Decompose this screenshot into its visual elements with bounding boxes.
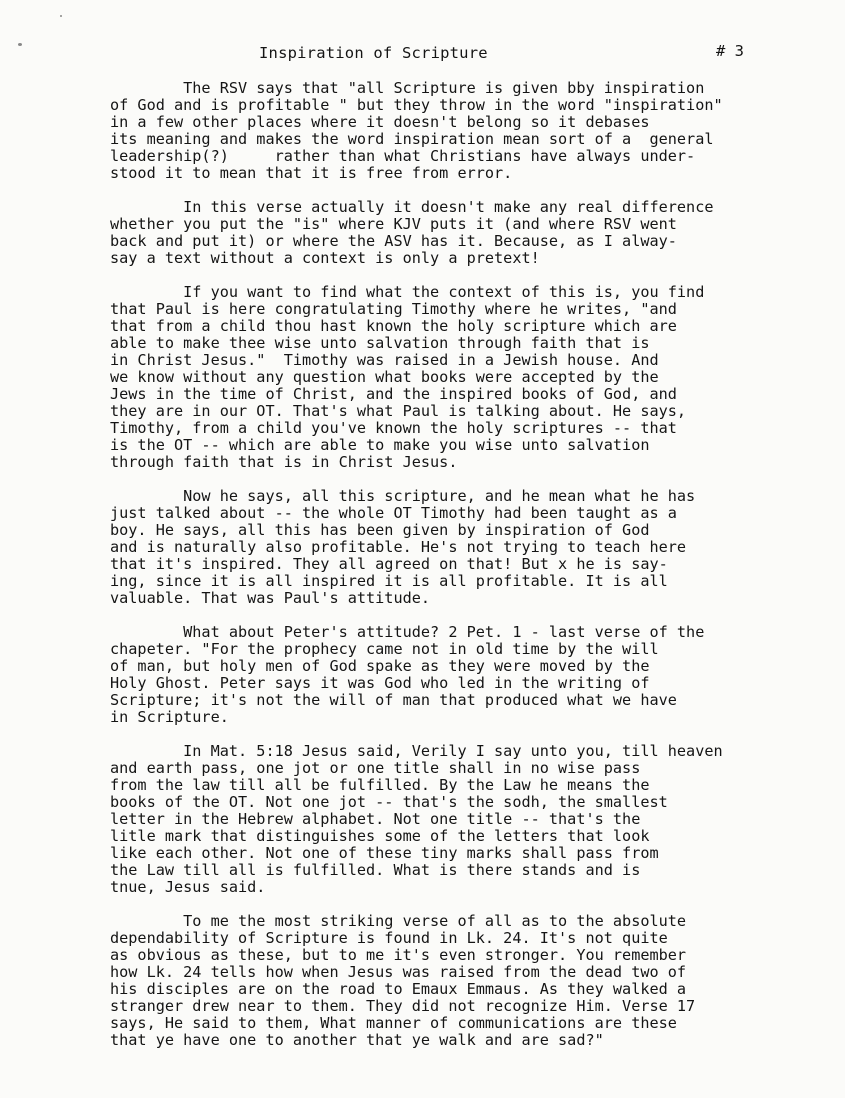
- page-title: Inspiration of Scripture: [259, 44, 488, 62]
- text-line: boy. He says, all this has been given by inspiration of God: [110, 521, 650, 539]
- text-line: as obvious as these, but to me it's even stronger. You remember: [110, 946, 687, 964]
- paragraph: [110, 284, 800, 471]
- text-line: his disciples are on the road to Emaux Emmaus. As they walked a: [110, 980, 687, 998]
- text-line: back and put it) or where the ASV has it. Because, as I alway-: [110, 232, 677, 250]
- text-line: letter in the Hebrew alphabet. Not one title -- that's the: [110, 810, 641, 828]
- text-line: and earth pass, one jot or one title shall in no wise pass: [110, 759, 641, 777]
- page-speck: [18, 43, 22, 46]
- text-line: valuable. That was Paul's attitude.: [110, 589, 431, 607]
- paragraph: [110, 913, 800, 1049]
- text-line: the Law till all is fulfilled. What is there stands and is: [110, 861, 641, 879]
- text-line: books of the OT. Not one jot -- that's the sodh, the smallest: [110, 793, 668, 811]
- page-speck: [60, 15, 62, 17]
- text-line: we know without any question what books were accepted by the: [110, 368, 659, 386]
- text-line: litle mark that distinguishes some of the letters that look: [110, 827, 650, 845]
- text-line: tnue, Jesus said.: [110, 878, 266, 896]
- text-line: The RSV says that "all Scripture is given bby inspiration: [110, 79, 705, 97]
- text-line: that from a child thou hast known the holy scripture which are: [110, 317, 677, 335]
- paragraph: [110, 199, 800, 267]
- text-line: stood it to mean that it is free from error.: [110, 164, 513, 182]
- text-line: dependability of Scripture is found in Lk. 24. It's not quite: [110, 929, 668, 947]
- text-line: If you want to find what the context of this is, you find: [110, 283, 705, 301]
- page-number: # 3: [716, 42, 744, 60]
- text-line: Scripture; it's not the will of man that produced what we have: [110, 691, 677, 709]
- paragraph: [110, 624, 800, 726]
- text-line: that it's inspired. They all agreed on that! But x he is say-: [110, 555, 668, 573]
- text-line: Jews in the time of Christ, and the inspired books of God, and: [110, 385, 677, 403]
- text-line: from the law till all be fulfilled. By the Law he means the: [110, 776, 650, 794]
- text-line: of God and is profitable " but they throw in the word "inspiration": [110, 96, 723, 114]
- text-line: that ye have one to another that ye walk and are sad?": [110, 1031, 604, 1049]
- text-line: through faith that is in Christ Jesus.: [110, 453, 458, 471]
- text-line: able to make thee wise unto salvation through faith that is: [110, 334, 650, 352]
- text-line: in a few other places where it doesn't belong so it debases: [110, 113, 650, 131]
- text-line: its meaning and makes the word inspiration mean sort of a general: [110, 130, 714, 148]
- text-line: they are in our OT. That's what Paul is talking about. He says,: [110, 402, 687, 420]
- text-line: like each other. Not one of these tiny marks shall pass from: [110, 844, 659, 862]
- text-line: Holy Ghost. Peter says it was God who led in the writing of: [110, 674, 650, 692]
- text-line: in Christ Jesus." Timothy was raised in a Jewish house. And: [110, 351, 659, 369]
- text-line: and is naturally also profitable. He's not trying to teach here: [110, 538, 687, 556]
- text-line: Now he says, all this scripture, and he mean what he has: [110, 487, 696, 505]
- text-line: To me the most striking verse of all as to the absolute: [110, 912, 687, 930]
- text-line: of man, but holy men of God spake as they were moved by the: [110, 657, 650, 675]
- text-line: chapeter. "For the prophecy came not in old time by the will: [110, 640, 659, 658]
- text-line: In Mat. 5:18 Jesus said, Verily I say unto you, till heaven: [110, 742, 723, 760]
- text-line: What about Peter's attitude? 2 Pet. 1 - last verse of the: [110, 623, 705, 641]
- text-line: Timothy, from a child you've known the holy scriptures -- that: [110, 419, 677, 437]
- text-line: stranger drew near to them. They did not recognize Him. Verse 17: [110, 997, 696, 1015]
- text-line: ing, since it is all inspired it is all profitable. It is all: [110, 572, 668, 590]
- text-line: is the OT -- which are able to make you wise unto salvation: [110, 436, 650, 454]
- paragraph: [110, 488, 800, 607]
- text-line: whether you put the "is" where KJV puts it (and where RSV went: [110, 215, 677, 233]
- text-line: just talked about -- the whole OT Timothy had been taught as a: [110, 504, 677, 522]
- text-line: say a text without a context is only a pretext!: [110, 249, 540, 267]
- paragraph: [110, 80, 800, 182]
- text-line: how Lk. 24 tells how when Jesus was raised from the dead two of: [110, 963, 687, 981]
- document-body: [110, 80, 800, 1066]
- paragraph: [110, 743, 800, 896]
- text-line: in Scripture.: [110, 708, 229, 726]
- text-line: that Paul is here congratulating Timothy where he writes, "and: [110, 300, 677, 318]
- text-line: says, He said to them, What manner of communications are these: [110, 1014, 677, 1032]
- text-line: leadership(?) rather than what Christians have always under-: [110, 147, 696, 165]
- text-line: In this verse actually it doesn't make any real difference: [110, 198, 714, 216]
